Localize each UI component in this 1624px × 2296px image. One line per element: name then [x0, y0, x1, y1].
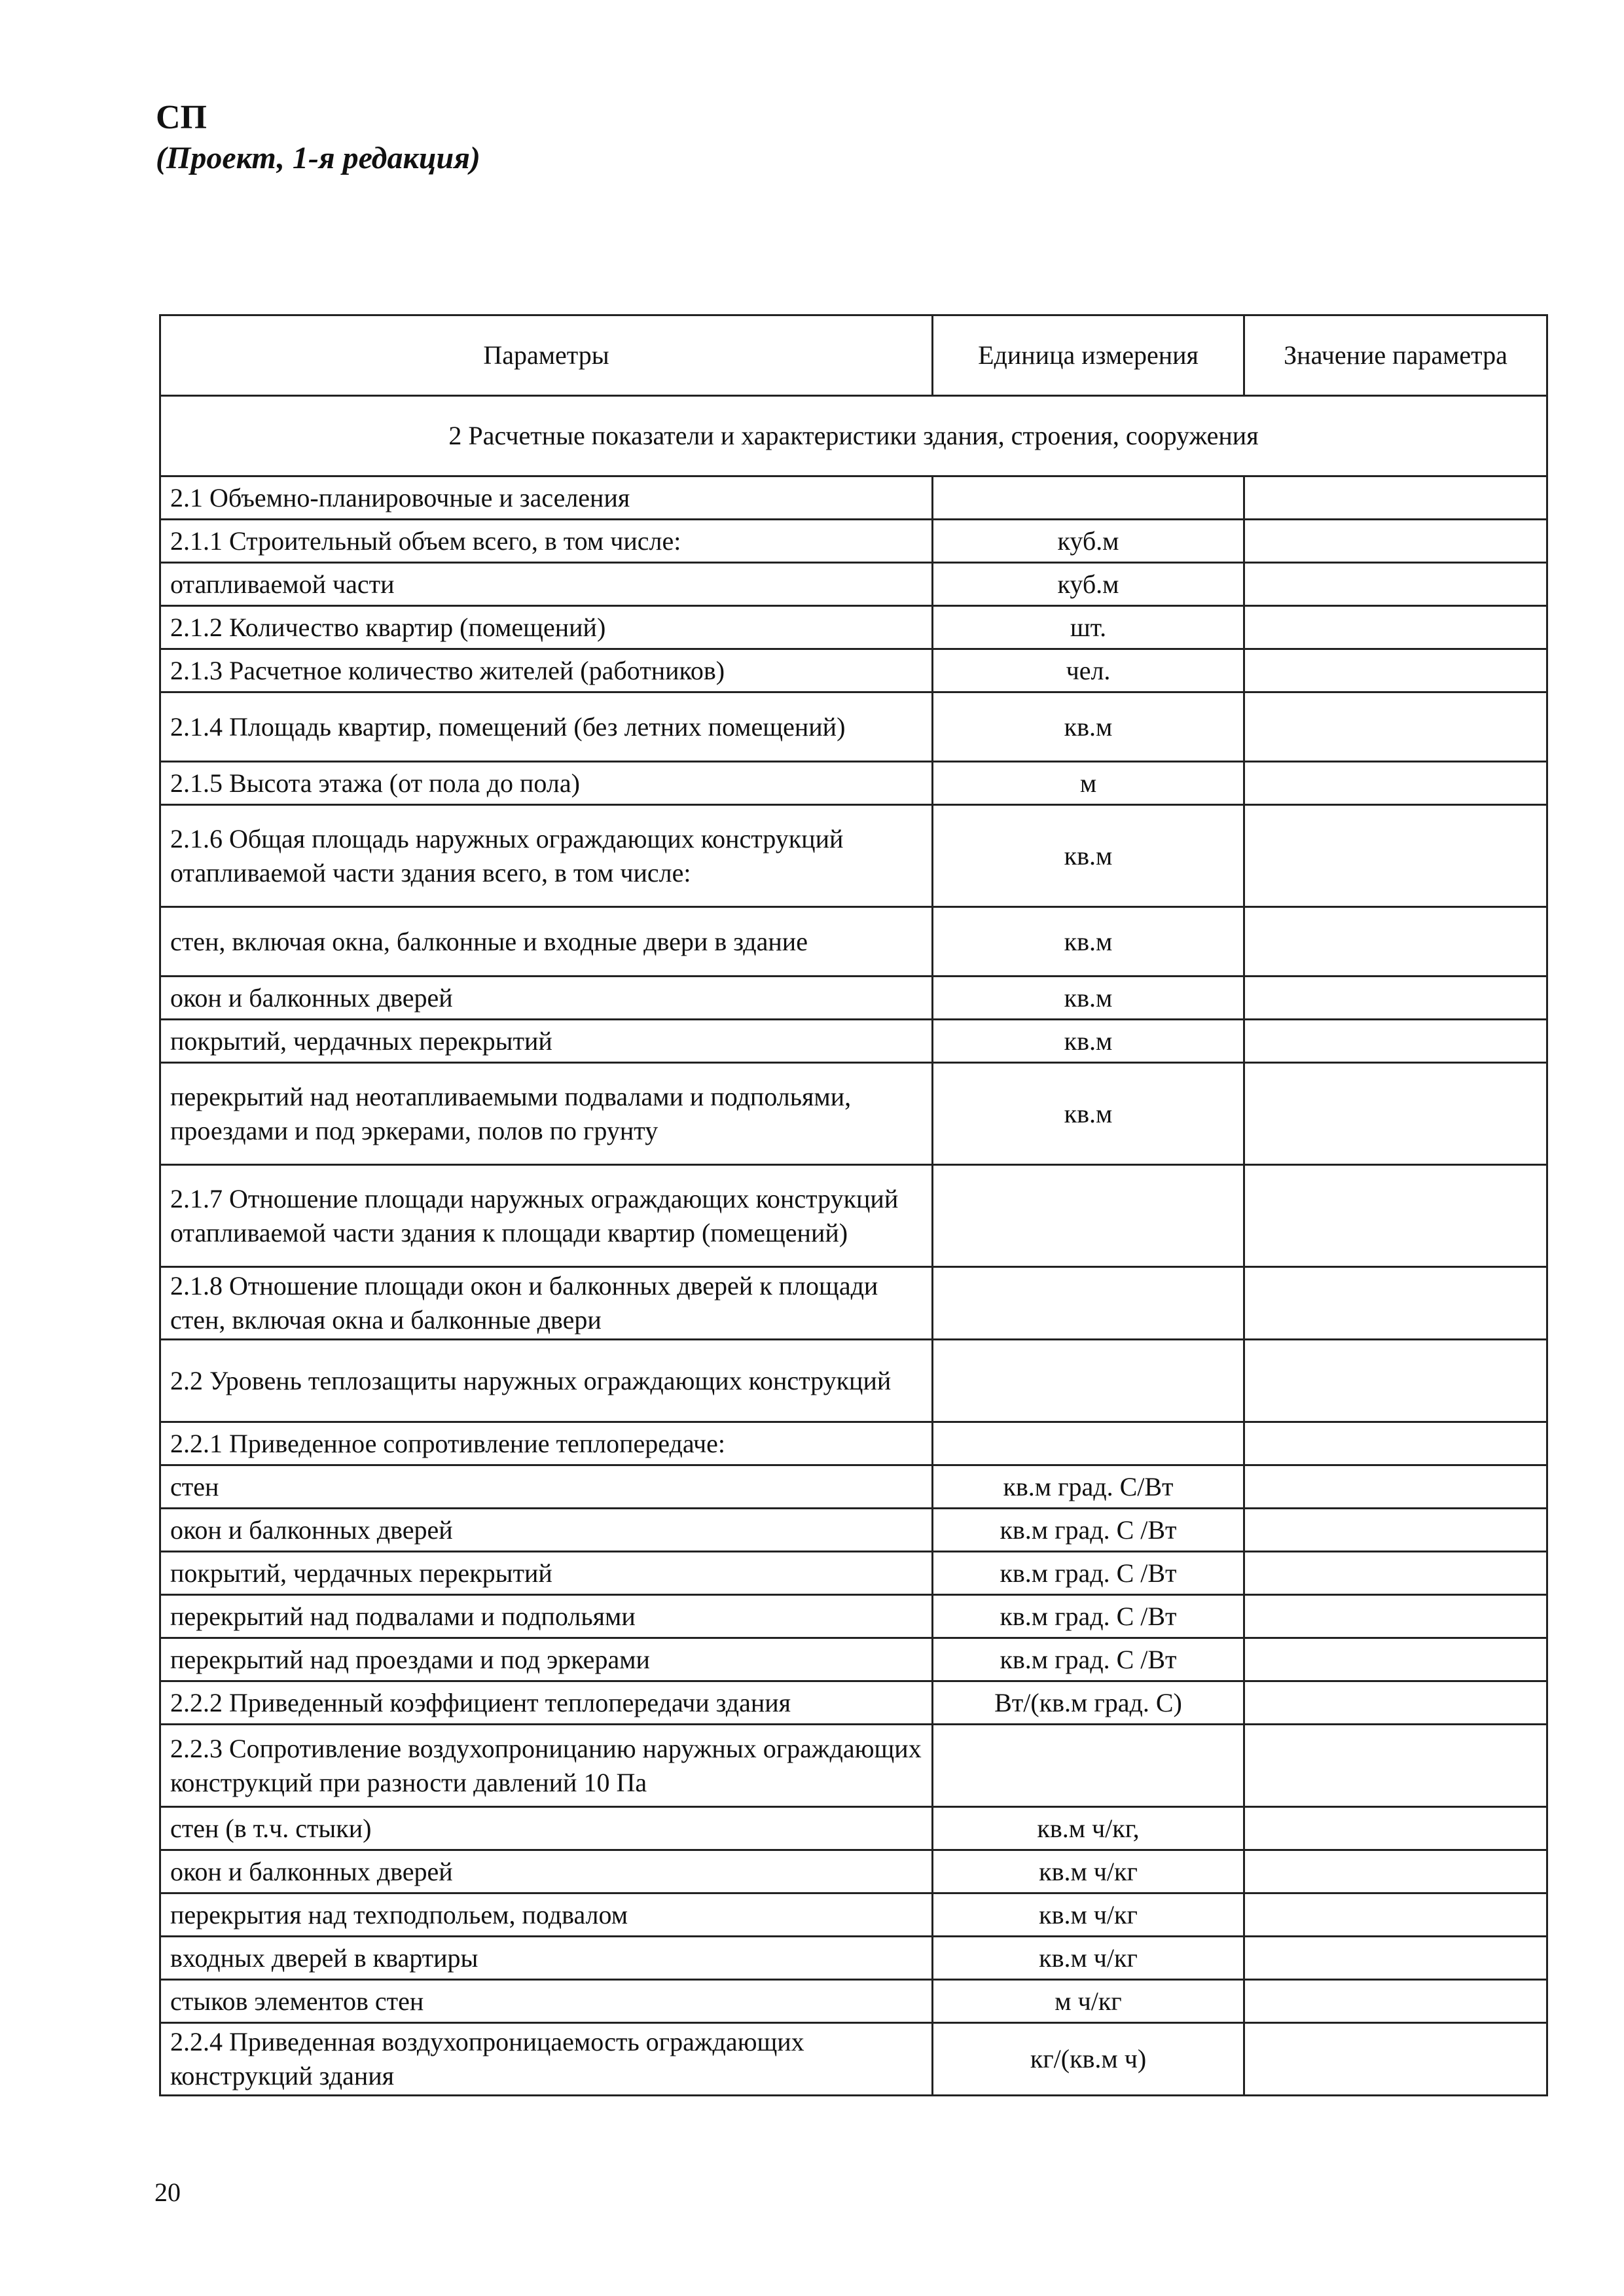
- unit-cell: кв.м: [933, 907, 1244, 977]
- unit-cell: кв.м ч/кг: [933, 1850, 1244, 1893]
- table-row: [160, 1980, 1547, 2023]
- unit-cell: кв.м: [933, 692, 1244, 762]
- unit-cell: куб.м: [933, 520, 1244, 563]
- value-cell: [1244, 1552, 1547, 1595]
- parameter-cell: стен (в т.ч. стыки): [160, 1807, 933, 1850]
- table-row: [160, 520, 1547, 563]
- table-row: [160, 692, 1547, 762]
- unit-cell: кг/(кв.м ч): [933, 2023, 1244, 2096]
- unit-cell: [933, 1267, 1244, 1340]
- value-cell: [1244, 649, 1547, 692]
- table-row: [160, 1422, 1547, 1465]
- unit-cell: [933, 1725, 1244, 1807]
- section-title: 2 Расчетные показатели и характеристики здания, строения, сооружения: [160, 396, 1547, 476]
- unit-cell: [933, 1422, 1244, 1465]
- table-row: [160, 649, 1547, 692]
- value-cell: [1244, 1893, 1547, 1937]
- parameter-cell: 2.2.1 Приведенное сопротивление теплопередаче:: [160, 1422, 933, 1465]
- table-row: [160, 606, 1547, 649]
- parameter-cell: стыков элементов стен: [160, 1980, 933, 2023]
- value-cell: [1244, 1850, 1547, 1893]
- value-cell: [1244, 1725, 1547, 1807]
- unit-cell: [933, 476, 1244, 520]
- table-row: [160, 1465, 1547, 1509]
- table-row: [160, 1020, 1547, 1063]
- unit-cell: кв.м град. С /Вт: [933, 1595, 1244, 1638]
- value-cell: [1244, 1465, 1547, 1509]
- parameter-cell: 2.1.4 Площадь квартир, помещений (без летних помещений): [160, 692, 933, 762]
- value-cell: [1244, 1595, 1547, 1638]
- parameter-cell: 2.2 Уровень теплозащиты наружных ограждающих конструкций: [160, 1340, 933, 1422]
- unit-cell: кв.м град. С /Вт: [933, 1509, 1244, 1552]
- unit-cell: кв.м: [933, 1063, 1244, 1165]
- unit-cell: кв.м: [933, 805, 1244, 907]
- parameter-cell: отапливаемой части: [160, 563, 933, 606]
- table-row: [160, 907, 1547, 977]
- unit-cell: м: [933, 762, 1244, 805]
- parameter-cell: 2.2.2 Приведенный коэффициент теплопередачи здания: [160, 1681, 933, 1725]
- value-cell: [1244, 2023, 1547, 2096]
- table-row: [160, 805, 1547, 907]
- unit-cell: кв.м ч/кг: [933, 1893, 1244, 1937]
- unit-cell: кв.м град. С /Вт: [933, 1638, 1244, 1681]
- parameter-cell: 2.1.7 Отношение площади наружных ограждающих конструкций отапливаемой части здания к площади квартир (помещений): [160, 1165, 933, 1267]
- unit-cell: Вт/(кв.м град. С): [933, 1681, 1244, 1725]
- table-row: [160, 762, 1547, 805]
- parameter-cell: входных дверей в квартиры: [160, 1937, 933, 1980]
- table-row: [160, 1267, 1547, 1340]
- value-cell: [1244, 1980, 1547, 2023]
- value-cell: [1244, 1063, 1547, 1165]
- unit-cell: шт.: [933, 606, 1244, 649]
- unit-cell: [933, 1340, 1244, 1422]
- parameter-cell: 2.2.4 Приведенная воздухопроницаемость ограждающих конструкций здания: [160, 2023, 933, 2096]
- value-cell: [1244, 1165, 1547, 1267]
- table-row: [160, 1725, 1547, 1807]
- page-header: [156, 97, 480, 178]
- value-cell: [1244, 563, 1547, 606]
- value-cell: [1244, 977, 1547, 1020]
- value-cell: [1244, 1340, 1547, 1422]
- value-cell: [1244, 1020, 1547, 1063]
- column-header-unit: Единица измерения: [933, 315, 1244, 396]
- table-row: [160, 1850, 1547, 1893]
- parameter-cell: стен: [160, 1465, 933, 1509]
- parameter-cell: 2.1 Объемно-планировочные и заселения: [160, 476, 933, 520]
- value-cell: [1244, 1422, 1547, 1465]
- document-code: СП: [156, 99, 207, 136]
- section-row: [160, 396, 1547, 476]
- page-number: 20: [154, 2178, 181, 2207]
- value-cell: [1244, 762, 1547, 805]
- parameter-cell: 2.1.5 Высота этажа (от пола до пола): [160, 762, 933, 805]
- table-row: [160, 1893, 1547, 1937]
- parameters-table-body: [160, 315, 1547, 2096]
- parameter-cell: перекрытий над неотапливаемыми подвалами и подпольями, проездами и под эркерами, полов по грунту: [160, 1063, 933, 1165]
- table-row: [160, 563, 1547, 606]
- unit-cell: [933, 1165, 1244, 1267]
- value-cell: [1244, 1509, 1547, 1552]
- table-row: [160, 1807, 1547, 1850]
- table-row: [160, 1340, 1547, 1422]
- unit-cell: кв.м: [933, 1020, 1244, 1063]
- unit-cell: кв.м град. С/Вт: [933, 1465, 1244, 1509]
- parameter-cell: перекрытия над техподпольем, подвалом: [160, 1893, 933, 1937]
- table-row: [160, 1552, 1547, 1595]
- parameter-cell: окон и балконных дверей: [160, 1850, 933, 1893]
- table-row: [160, 2023, 1547, 2096]
- parameters-table: [159, 314, 1548, 2096]
- document-edition: (Проект, 1-я редакция): [156, 141, 480, 175]
- table-row: [160, 1063, 1547, 1165]
- unit-cell: чел.: [933, 649, 1244, 692]
- value-cell: [1244, 476, 1547, 520]
- value-cell: [1244, 1681, 1547, 1725]
- parameter-cell: окон и балконных дверей: [160, 1509, 933, 1552]
- parameter-cell: перекрытий над подвалами и подпольями: [160, 1595, 933, 1638]
- unit-cell: м ч/кг: [933, 1980, 1244, 2023]
- parameter-cell: 2.1.6 Общая площадь наружных ограждающих конструкций отапливаемой части здания всего, в том числе:: [160, 805, 933, 907]
- table-row: [160, 1937, 1547, 1980]
- parameter-cell: 2.2.3 Сопротивление воздухопроницанию наружных ограждающих конструкций при разности давлений 10 Па: [160, 1725, 933, 1807]
- parameter-cell: 2.1.8 Отношение площади окон и балконных дверей к площади стен, включая окна и балконные двери: [160, 1267, 933, 1340]
- value-cell: [1244, 606, 1547, 649]
- column-header-value: Значение параметра: [1244, 315, 1547, 396]
- parameter-cell: 2.1.3 Расчетное количество жителей (работников): [160, 649, 933, 692]
- table-row: [160, 1681, 1547, 1725]
- value-cell: [1244, 1807, 1547, 1850]
- value-cell: [1244, 692, 1547, 762]
- table-header-row: [160, 315, 1547, 396]
- parameter-cell: покрытий, чердачных перекрытий: [160, 1020, 933, 1063]
- parameter-cell: стен, включая окна, балконные и входные двери в здание: [160, 907, 933, 977]
- value-cell: [1244, 1638, 1547, 1681]
- unit-cell: кв.м град. С /Вт: [933, 1552, 1244, 1595]
- unit-cell: кв.м: [933, 977, 1244, 1020]
- column-header-parameters: Параметры: [160, 315, 933, 396]
- parameter-cell: 2.1.1 Строительный объем всего, в том числе:: [160, 520, 933, 563]
- unit-cell: кв.м ч/кг: [933, 1937, 1244, 1980]
- parameter-cell: перекрытий над проездами и под эркерами: [160, 1638, 933, 1681]
- table-row: [160, 1638, 1547, 1681]
- table-row: [160, 977, 1547, 1020]
- value-cell: [1244, 1267, 1547, 1340]
- value-cell: [1244, 907, 1547, 977]
- value-cell: [1244, 805, 1547, 907]
- value-cell: [1244, 520, 1547, 563]
- table-row: [160, 1165, 1547, 1267]
- parameter-cell: окон и балконных дверей: [160, 977, 933, 1020]
- parameter-cell: 2.1.2 Количество квартир (помещений): [160, 606, 933, 649]
- unit-cell: куб.м: [933, 563, 1244, 606]
- table-row: [160, 476, 1547, 520]
- parameter-cell: покрытий, чердачных перекрытий: [160, 1552, 933, 1595]
- value-cell: [1244, 1937, 1547, 1980]
- unit-cell: кв.м ч/кг,: [933, 1807, 1244, 1850]
- table-row: [160, 1595, 1547, 1638]
- table-row: [160, 1509, 1547, 1552]
